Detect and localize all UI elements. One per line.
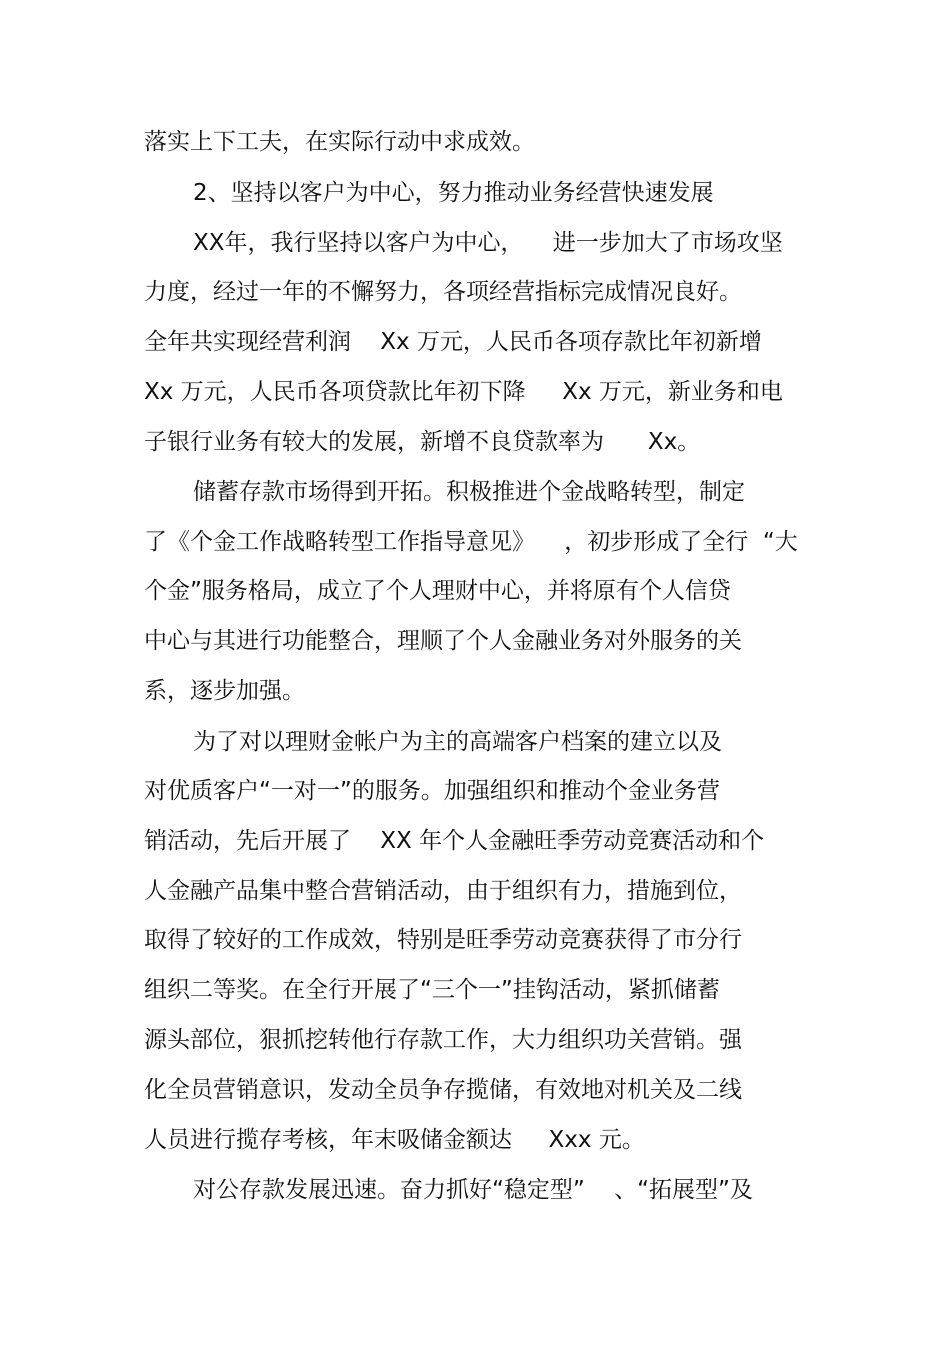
section-heading: 2、坚持以客户为中心，努力推动业务经营快速发展 xyxy=(193,180,714,206)
text-line: 人员进行揽存考核，年末吸储金额达 Xxx 元。 xyxy=(144,1127,645,1153)
text-line: 系，逐步加强。 xyxy=(144,678,305,704)
text-line: 源头部位，狠抓挖转他行存款工作，大力组织功关营销。强 xyxy=(144,1027,742,1053)
text-line: 落实上下工夫，在实际行动中求成效。 xyxy=(144,129,535,155)
text-line: 储蓄存款市场得到开拓。积极推进个金战略转型，制定 xyxy=(193,479,745,505)
text-line: 全年共实现经营利润 Xx 万元，人民币各项存款比年初新增 xyxy=(144,329,762,355)
text-line: 个金”服务格局，成立了个人理财中心，并将原有个人信贷 xyxy=(144,578,731,604)
text-line: 了《个金工作战略转型工作指导意见》 ，初步形成了全行 “大 xyxy=(144,529,798,555)
text-line: Xx 万元，人民币各项贷款比年初下降 Xx 万元，新业务和电 xyxy=(144,379,783,405)
text-line: 对公存款发展迅速。奋力抓好“稳定型” 、“拓展型”及 xyxy=(193,1177,753,1203)
text-line: 人金融产品集中整合营销活动，由于组织有力，措施到位， xyxy=(144,878,742,904)
text-line: 子银行业务有较大的发展，新增不良贷款率为 Xx。 xyxy=(144,429,701,455)
text-line: 取得了较好的工作成效，特别是旺季劳动竞赛获得了市分行 xyxy=(144,927,742,953)
text-line: 为了对以理财金帐户为主的高端客户档案的建立以及 xyxy=(193,729,722,755)
text-line: 对优质客户“一对一”的服务。加强组织和推动个金业务营 xyxy=(144,778,720,804)
text-line: 化全员营销意识，发动全员争存揽储，有效地对机关及二线 xyxy=(144,1077,742,1103)
text-line: 中心与其进行功能整合，理顺了个人金融业务对外服务的关 xyxy=(144,628,742,654)
text-line: 组织二等奖。在全行开展了“三个一”挂钩活动，紧抓储蓄 xyxy=(144,977,720,1003)
text-line: XX年，我行坚持以客户为中心， 进一步加大了市场攻坚 xyxy=(193,230,783,256)
text-line: 销活动，先后开展了 XX 年个人金融旺季劳动竞赛活动和个 xyxy=(144,828,765,854)
text-line: 力度，经过一年的不懈努力，各项经营指标完成情况良好。 xyxy=(144,279,742,305)
